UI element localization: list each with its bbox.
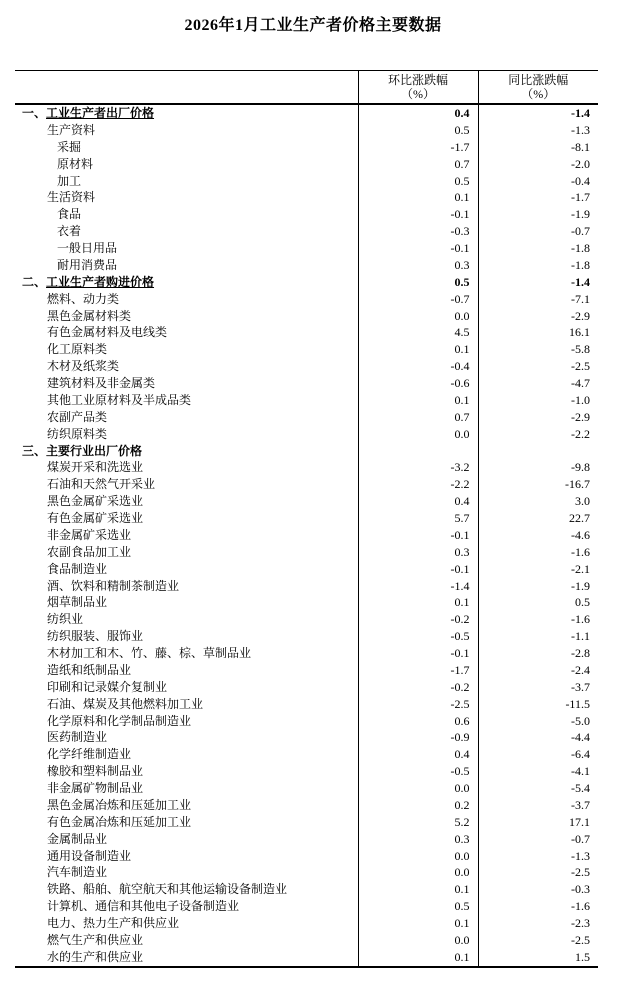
yoy-value-cell: -2.9 xyxy=(478,308,598,325)
row-label-cell xyxy=(15,409,358,426)
mom-value-cell: -2.2 xyxy=(358,476,478,493)
table-body xyxy=(15,104,598,967)
row-label-text: 一般日用品 xyxy=(57,241,118,255)
table-row xyxy=(15,308,598,325)
table-row xyxy=(15,763,598,780)
table-row xyxy=(15,173,598,190)
row-label-cell xyxy=(15,797,358,814)
row-label-text: 黑色金属材料类 xyxy=(47,308,132,323)
row-label-text: 纺织业 xyxy=(47,612,84,627)
row-label-cell xyxy=(15,324,358,341)
mom-value-cell: 0.0 xyxy=(358,848,478,865)
mom-value-cell: 0.5 xyxy=(358,173,478,190)
row-label-text: 原材料 xyxy=(57,156,94,171)
mom-value-cell: 0.3 xyxy=(358,257,478,274)
row-label-text: 医药制造业 xyxy=(47,730,108,745)
row-label-text: 造纸和纸制品业 xyxy=(47,662,132,677)
row-label-cell xyxy=(15,713,358,730)
row-label-cell xyxy=(15,358,358,375)
mom-value-cell: 0.0 xyxy=(358,780,478,797)
row-label-text: 食品制造业 xyxy=(47,561,108,576)
row-label-cell xyxy=(15,493,358,510)
table-row xyxy=(15,189,598,206)
yoy-value-cell: 17.1 xyxy=(478,814,598,831)
row-label-text: 农副产品类 xyxy=(47,409,108,424)
mom-value-cell: -0.1 xyxy=(358,240,478,257)
yoy-value-cell: -1.8 xyxy=(478,240,598,257)
table-row xyxy=(15,240,598,257)
mom-value-cell: -0.7 xyxy=(358,291,478,308)
section-number-prefix: 二、 xyxy=(22,274,47,289)
yoy-value-cell: -0.3 xyxy=(478,881,598,898)
mom-value-cell: 0.0 xyxy=(358,426,478,443)
row-label-text: 黑色金属矿采选业 xyxy=(47,494,144,509)
row-label-cell xyxy=(15,156,358,173)
table-row xyxy=(15,932,598,949)
mom-value-cell: -0.1 xyxy=(358,527,478,544)
row-label-cell xyxy=(15,932,358,949)
row-label-cell xyxy=(15,763,358,780)
section-number-prefix: 一、 xyxy=(22,106,47,120)
table-row xyxy=(15,594,598,611)
row-label-text: 主要行业出厂价格 xyxy=(46,443,143,458)
yoy-value-cell: -1.4 xyxy=(478,274,598,291)
row-label-cell xyxy=(15,527,358,544)
yoy-value-cell: -1.6 xyxy=(478,544,598,561)
mom-value-cell: 0.1 xyxy=(358,949,478,967)
mom-value-cell: -1.7 xyxy=(358,139,478,156)
row-label-text: 石油和天然气开采业 xyxy=(47,477,156,492)
row-label-text: 通用设备制造业 xyxy=(47,848,132,863)
header-yoy-line1: 同比涨跌幅 xyxy=(508,73,569,87)
mom-value-cell: -0.6 xyxy=(358,375,478,392)
mom-value-cell: -0.4 xyxy=(358,358,478,375)
row-label-cell xyxy=(15,308,358,325)
row-label-cell xyxy=(15,139,358,156)
yoy-value-cell: -5.8 xyxy=(478,341,598,358)
row-label-cell xyxy=(15,240,358,257)
yoy-value-cell: -3.7 xyxy=(478,797,598,814)
row-label-text: 生产资料 xyxy=(47,122,96,137)
row-label-cell xyxy=(15,814,358,831)
row-label-cell xyxy=(15,864,358,881)
row-label-cell xyxy=(15,459,358,476)
yoy-value-cell: -1.7 xyxy=(478,189,598,206)
row-label-text: 电力、热力生产和供应业 xyxy=(47,916,180,930)
yoy-value-cell: -4.4 xyxy=(478,729,598,746)
row-label-text: 木材及纸浆类 xyxy=(47,359,120,374)
table-header-row xyxy=(15,71,598,105)
row-label-cell xyxy=(15,628,358,645)
yoy-value-cell: -5.4 xyxy=(478,780,598,797)
mom-value-cell: -0.2 xyxy=(358,679,478,696)
row-label-cell xyxy=(15,746,358,763)
row-label-text: 黑色金属冶炼和压延加工业 xyxy=(47,797,192,812)
table-row xyxy=(15,729,598,746)
mom-value-cell: 0.1 xyxy=(358,594,478,611)
mom-value-cell: -0.5 xyxy=(358,628,478,645)
section-number-prefix: 三、 xyxy=(22,443,47,458)
row-label-cell xyxy=(15,696,358,713)
mom-value-cell: 4.5 xyxy=(358,324,478,341)
mom-value-cell: -0.5 xyxy=(358,763,478,780)
table-row xyxy=(15,257,598,274)
row-label-text: 非金属矿采选业 xyxy=(47,527,132,542)
mom-value-cell: 0.3 xyxy=(358,544,478,561)
mom-value-cell: 0.1 xyxy=(358,341,478,358)
row-label-cell xyxy=(15,223,358,240)
row-label-text: 加工 xyxy=(57,173,82,188)
row-label-text: 燃气生产和供应业 xyxy=(47,932,144,947)
mom-value-cell: 0.7 xyxy=(358,409,478,426)
mom-value-cell: -0.2 xyxy=(358,611,478,628)
table-row xyxy=(15,848,598,865)
table-row xyxy=(15,510,598,527)
yoy-value-cell: -6.4 xyxy=(478,746,598,763)
yoy-value-cell: -2.0 xyxy=(478,156,598,173)
table-row xyxy=(15,645,598,662)
row-label-text: 化学原料和化学制品制造业 xyxy=(47,713,192,728)
yoy-value-cell: -4.1 xyxy=(478,763,598,780)
row-label-text: 木材加工和木、竹、藤、棕、草制品业 xyxy=(47,646,252,660)
row-label-text: 印刷和记录媒介复制业 xyxy=(47,679,168,694)
yoy-value-cell: 1.5 xyxy=(478,949,598,967)
yoy-value-cell: -0.7 xyxy=(478,223,598,240)
yoy-value-cell: -1.8 xyxy=(478,257,598,274)
table-row xyxy=(15,409,598,426)
section-title-link[interactable]: 工业生产者购进价格 xyxy=(46,274,155,289)
mom-value-cell: 0.5 xyxy=(358,122,478,139)
table-row xyxy=(15,324,598,341)
table-row xyxy=(15,122,598,139)
table-row xyxy=(15,898,598,915)
row-label-cell xyxy=(15,578,358,595)
mom-value-cell: 0.4 xyxy=(358,104,478,122)
table-row xyxy=(15,156,598,173)
yoy-value-cell: -5.0 xyxy=(478,713,598,730)
yoy-value-cell: -2.1 xyxy=(478,561,598,578)
row-label-cell xyxy=(15,679,358,696)
row-label-cell xyxy=(15,173,358,190)
mom-value-cell: -0.1 xyxy=(358,206,478,223)
section-row xyxy=(15,443,598,460)
row-label-text: 化工原料类 xyxy=(47,342,108,357)
row-label-cell xyxy=(15,443,358,460)
table-row xyxy=(15,746,598,763)
row-label-cell xyxy=(15,561,358,578)
row-label-text: 烟草制品业 xyxy=(47,595,108,610)
table-row xyxy=(15,527,598,544)
row-label-cell xyxy=(15,291,358,308)
mom-value-cell: 0.5 xyxy=(358,898,478,915)
table-row xyxy=(15,662,598,679)
yoy-value-cell: -9.8 xyxy=(478,459,598,476)
yoy-value-cell: -3.7 xyxy=(478,679,598,696)
table-row xyxy=(15,864,598,881)
yoy-value-cell: 22.7 xyxy=(478,510,598,527)
header-empty-cell xyxy=(15,71,358,105)
row-label-text: 酒、饮料和精制茶制造业 xyxy=(47,578,180,593)
table-row xyxy=(15,881,598,898)
yoy-value-cell: -1.3 xyxy=(478,122,598,139)
row-label-cell xyxy=(15,898,358,915)
mom-value-cell: 0.4 xyxy=(358,493,478,510)
row-label-text: 化学纤维制造业 xyxy=(47,747,132,762)
header-yoy xyxy=(478,71,598,105)
row-label-cell xyxy=(15,881,358,898)
table-row xyxy=(15,476,598,493)
table-row xyxy=(15,713,598,730)
yoy-value-cell: -1.4 xyxy=(478,104,598,122)
row-label-cell xyxy=(15,189,358,206)
row-label-cell xyxy=(15,831,358,848)
header-mom-line2: （%） xyxy=(401,87,435,101)
yoy-value-cell: 16.1 xyxy=(478,324,598,341)
table-row xyxy=(15,206,598,223)
mom-value-cell: 5.7 xyxy=(358,510,478,527)
table-row xyxy=(15,949,598,967)
yoy-value-cell xyxy=(478,443,598,460)
section-row xyxy=(15,104,598,122)
row-label-text: 煤炭开采和洗选业 xyxy=(47,460,144,475)
mom-value-cell: -0.1 xyxy=(358,561,478,578)
table-row xyxy=(15,459,598,476)
yoy-value-cell: -1.9 xyxy=(478,578,598,595)
mom-value-cell: 0.0 xyxy=(358,308,478,325)
table-row xyxy=(15,814,598,831)
yoy-value-cell: -1.1 xyxy=(478,628,598,645)
yoy-value-cell: -2.5 xyxy=(478,358,598,375)
row-label-text: 有色金属矿采选业 xyxy=(47,511,144,525)
yoy-value-cell: -2.5 xyxy=(478,932,598,949)
table-row xyxy=(15,341,598,358)
header-mom-line1: 环比涨跌幅 xyxy=(387,73,448,87)
mom-value-cell: 0.0 xyxy=(358,932,478,949)
mom-value-cell: -2.5 xyxy=(358,696,478,713)
row-label-cell xyxy=(15,274,358,291)
row-label-text: 水的生产和供应业 xyxy=(47,949,144,964)
row-label-text: 非金属矿物制品业 xyxy=(47,781,144,795)
row-label-cell xyxy=(15,392,358,409)
mom-value-cell: -1.4 xyxy=(358,578,478,595)
row-label-text: 衣着 xyxy=(57,224,82,239)
row-label-cell xyxy=(15,949,358,967)
row-label-cell xyxy=(15,426,358,443)
row-label-text: 有色金属冶炼和压延加工业 xyxy=(47,814,192,829)
row-label-text: 有色金属材料及电线类 xyxy=(47,325,168,340)
mom-value-cell: 0.4 xyxy=(358,746,478,763)
row-label-text: 农副食品加工业 xyxy=(47,544,132,559)
yoy-value-cell: -1.9 xyxy=(478,206,598,223)
table-row xyxy=(15,544,598,561)
mom-value-cell: 0.1 xyxy=(358,392,478,409)
row-label-text: 金属制品业 xyxy=(47,831,108,846)
mom-value-cell: 0.6 xyxy=(358,713,478,730)
table-row xyxy=(15,223,598,240)
mom-value-cell: -1.7 xyxy=(358,662,478,679)
table-row xyxy=(15,291,598,308)
row-label-cell xyxy=(15,729,358,746)
row-label-text: 采掘 xyxy=(57,139,82,154)
yoy-value-cell: -11.5 xyxy=(478,696,598,713)
section-row xyxy=(15,274,598,291)
mom-value-cell: 0.2 xyxy=(358,797,478,814)
row-label-text: 其他工业原材料及半成品类 xyxy=(47,392,192,407)
yoy-value-cell: -1.6 xyxy=(478,611,598,628)
yoy-value-cell: -2.5 xyxy=(478,864,598,881)
row-label-text: 石油、煤炭及其他燃料加工业 xyxy=(47,696,204,711)
row-label-cell xyxy=(15,104,358,122)
header-mom xyxy=(358,71,478,105)
table-row xyxy=(15,358,598,375)
row-label-cell xyxy=(15,645,358,662)
row-label-text: 生活资料 xyxy=(47,190,96,205)
row-label-cell xyxy=(15,341,358,358)
mom-value-cell: 0.1 xyxy=(358,881,478,898)
mom-value-cell: 5.2 xyxy=(358,814,478,831)
mom-value-cell: -3.2 xyxy=(358,459,478,476)
table-row xyxy=(15,831,598,848)
row-label-cell xyxy=(15,257,358,274)
yoy-value-cell: -2.4 xyxy=(478,662,598,679)
row-label-cell xyxy=(15,544,358,561)
yoy-value-cell: -1.3 xyxy=(478,848,598,865)
table-row xyxy=(15,797,598,814)
yoy-value-cell: -0.4 xyxy=(478,173,598,190)
table-row xyxy=(15,493,598,510)
yoy-value-cell: -4.6 xyxy=(478,527,598,544)
table-row xyxy=(15,915,598,932)
page-title: 2026年1月工业生产者价格主要数据 xyxy=(184,17,442,34)
row-label-text: 食品 xyxy=(57,207,82,222)
row-label-text: 耐用消费品 xyxy=(57,257,118,272)
mom-value-cell: 0.1 xyxy=(358,189,478,206)
mom-value-cell: 0.7 xyxy=(358,156,478,173)
row-label-text: 汽车制造业 xyxy=(47,865,108,880)
row-label-cell xyxy=(15,476,358,493)
mom-value-cell xyxy=(358,443,478,460)
table-row xyxy=(15,628,598,645)
row-label-text: 纺织服装、服饰业 xyxy=(47,629,144,644)
yoy-value-cell: -8.1 xyxy=(478,139,598,156)
table-row xyxy=(15,780,598,797)
row-label-cell xyxy=(15,780,358,797)
row-label-cell xyxy=(15,510,358,527)
table-row xyxy=(15,392,598,409)
table-row xyxy=(15,696,598,713)
yoy-value-cell: 0.5 xyxy=(478,594,598,611)
row-label-text: 纺织原料类 xyxy=(47,426,108,441)
yoy-value-cell: -7.1 xyxy=(478,291,598,308)
yoy-value-cell: -4.7 xyxy=(478,375,598,392)
row-label-cell xyxy=(15,206,358,223)
yoy-value-cell: -1.0 xyxy=(478,392,598,409)
yoy-value-cell: -2.9 xyxy=(478,409,598,426)
mom-value-cell: 0.3 xyxy=(358,831,478,848)
table-row xyxy=(15,139,598,156)
mom-value-cell: -0.9 xyxy=(358,729,478,746)
row-label-cell xyxy=(15,662,358,679)
section-title-link[interactable]: 工业生产者出厂价格 xyxy=(46,106,155,120)
mom-value-cell: 0.0 xyxy=(358,864,478,881)
yoy-value-cell: -0.7 xyxy=(478,831,598,848)
table-row xyxy=(15,426,598,443)
yoy-value-cell: -2.3 xyxy=(478,915,598,932)
row-label-cell xyxy=(15,375,358,392)
mom-value-cell: -0.1 xyxy=(358,645,478,662)
yoy-value-cell: 3.0 xyxy=(478,493,598,510)
table-row xyxy=(15,375,598,392)
yoy-value-cell: -2.8 xyxy=(478,645,598,662)
row-label-text: 燃料、动力类 xyxy=(47,291,120,306)
row-label-cell xyxy=(15,611,358,628)
table-row xyxy=(15,679,598,696)
table-row xyxy=(15,561,598,578)
header-yoy-line2: （%） xyxy=(521,87,556,101)
row-label-cell xyxy=(15,594,358,611)
mom-value-cell: -0.3 xyxy=(358,223,478,240)
price-table xyxy=(15,70,598,968)
row-label-cell xyxy=(15,848,358,865)
yoy-value-cell: -1.6 xyxy=(478,898,598,915)
mom-value-cell: 0.5 xyxy=(358,274,478,291)
table-row xyxy=(15,611,598,628)
yoy-value-cell: -2.2 xyxy=(478,426,598,443)
mom-value-cell: 0.1 xyxy=(358,915,478,932)
row-label-text: 铁路、船舶、航空航天和其他运输设备制造业 xyxy=(47,882,288,897)
row-label-text: 计算机、通信和其他电子设备制造业 xyxy=(47,899,240,914)
row-label-cell xyxy=(15,915,358,932)
row-label-cell xyxy=(15,122,358,139)
table-row xyxy=(15,578,598,595)
row-label-text: 橡胶和塑料制品业 xyxy=(47,764,144,779)
row-label-text: 建筑材料及非金属类 xyxy=(47,376,156,390)
yoy-value-cell: -16.7 xyxy=(478,476,598,493)
